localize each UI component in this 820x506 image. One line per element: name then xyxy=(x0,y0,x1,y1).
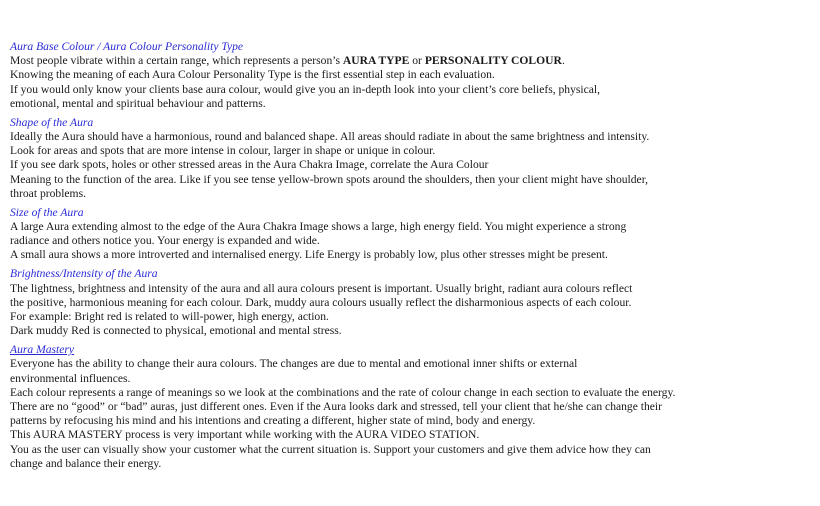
section-brightness-intensity xyxy=(10,267,815,338)
paragraph-line: the positive, harmonious meaning for each colour. Dark, muddy aura colours usually reflect the disharmonious aspects of each colour. xyxy=(10,295,632,309)
paragraph-line: A small aura shows a more introverted and internalised energy. Life Energy is probably low, plus other stresses might be present. xyxy=(10,248,608,262)
paragraph-line: Look for areas and spots that are more intense in colour, larger in shape or unique in colour. xyxy=(10,144,436,158)
section-shape-of-aura xyxy=(10,116,815,201)
paragraph-line: If you would only know your clients base aura colour, would give you an in-depth look into your client’s core beliefs, physical, xyxy=(10,82,601,96)
paragraph-line: emotional, mental and spiritual behaviour and patterns. xyxy=(10,96,266,110)
paragraph-line: The lightness, brightness and intensity of the aura and all aura colours present is important. Usually bright, radiant aura colours reflect xyxy=(10,281,633,295)
paragraph-line: Each colour represents a range of meanings so we look at the combinations and the rate of colour change in each section to evaluate the energy. xyxy=(10,385,676,399)
paragraph-line: throat problems. xyxy=(10,186,86,200)
paragraph-line: environmental influences. xyxy=(10,371,131,385)
aura-mastery-link[interactable]: Aura Mastery xyxy=(10,343,75,357)
section-size-of-aura xyxy=(10,206,815,263)
paragraph-line: patterns by refocusing his mind and his intentions and creating a different, higher state of mind, body and energy. xyxy=(10,414,536,428)
section-heading: Size of the Aura xyxy=(10,205,84,219)
paragraph-line: Ideally the Aura should have a harmonious, round and balanced shape. All areas should radiate in about the same brightness and intensity. xyxy=(10,130,650,144)
paragraph-line: Dark muddy Red is connected to physical, emotional and mental stress. xyxy=(10,324,342,338)
paragraph-line: Knowing the meaning of each Aura Colour Personality Type is the first essential step in each evaluation. xyxy=(10,68,495,82)
paragraph-line: There are no “good” or “bad” auras, just different ones. Even if the Aura looks dark and stressed, tell your client that he/she can change their xyxy=(10,400,663,414)
section-heading: Aura Base Colour / Aura Colour Personality Type xyxy=(10,40,244,53)
paragraph-line: For example: Bright red is related to will-power, high energy, action. xyxy=(10,310,329,324)
section-aura-base-colour xyxy=(10,40,815,111)
document-body xyxy=(10,40,815,476)
section-aura-mastery xyxy=(10,343,815,471)
paragraph-line: Most people vibrate within a certain range, which represents a person’s AURA TYPE or PERSONALITY COLOUR. xyxy=(10,54,565,68)
paragraph-line: change and balance their energy. xyxy=(10,456,162,470)
paragraph-line: You as the user can visually show your customer what the current situation is. Support your customers and give them advice how they can xyxy=(10,442,651,456)
paragraph-line: A large Aura extending almost to the edge of the Aura Chakra Image shows a large, high energy field. You might experience a strong xyxy=(10,220,627,234)
section-heading: Brightness/Intensity of the Aura xyxy=(10,267,158,281)
paragraph-line: This AURA MASTERY process is very important while working with the AURA VIDEO STATION. xyxy=(10,428,480,442)
paragraph-line: If you see dark spots, holes or other stressed areas in the Aura Chakra Image, correlate the Aura Colour xyxy=(10,158,489,172)
section-heading: Shape of the Aura xyxy=(10,115,94,129)
paragraph-line: radiance and others notice you. Your energy is expanded and wide. xyxy=(10,234,320,248)
paragraph-line: Meaning to the function of the area. Like if you see tense yellow-brown spots around the shoulders, then your client might have shoulder, xyxy=(10,172,648,186)
paragraph-line: Everyone has the ability to change their aura colours. The changes are due to mental and emotional inner shifts or external xyxy=(10,357,578,371)
